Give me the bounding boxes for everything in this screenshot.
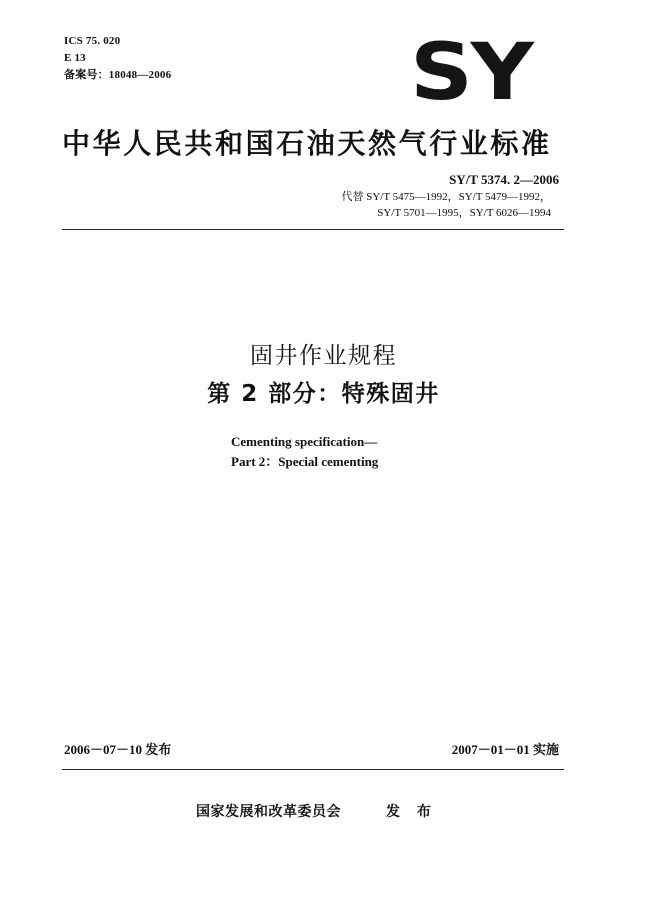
document-subtitle-en: Part 2：Special cementing (231, 454, 379, 469)
implementation-date: 2007－01－01 实施 (451, 742, 559, 757)
document-subtitle-cn: 第 2 部分：特殊固井 (207, 381, 440, 407)
issue-date: 2006－07－10 发布 (64, 742, 172, 757)
document-title-cn: 固井作业规程 (250, 343, 397, 369)
top-divider (62, 229, 564, 230)
sy-logo: SY (410, 28, 532, 118)
standard-number: SY/T 5374. 2—2006 (449, 172, 559, 187)
ccs-code: E 13 (64, 52, 86, 64)
publisher-name: 国家发展和改革委员会 (196, 804, 341, 820)
ics-code: ICS 75. 020 (64, 35, 121, 47)
bottom-divider (62, 769, 564, 770)
standard-category-title: 中华人民共和国石油天然气行业标准 (62, 127, 552, 160)
publish-label: 发 布 (386, 804, 437, 820)
replaces-line-1: 代替 SY/T 5475—1992，SY/T 5479—1992， (341, 191, 551, 203)
document-title-en: Cementing specification— (231, 434, 378, 449)
record-number: 备案号：18048—2006 (64, 69, 172, 81)
replaces-line-2: SY/T 5701—1995，SY/T 6026—1994 (377, 207, 551, 219)
